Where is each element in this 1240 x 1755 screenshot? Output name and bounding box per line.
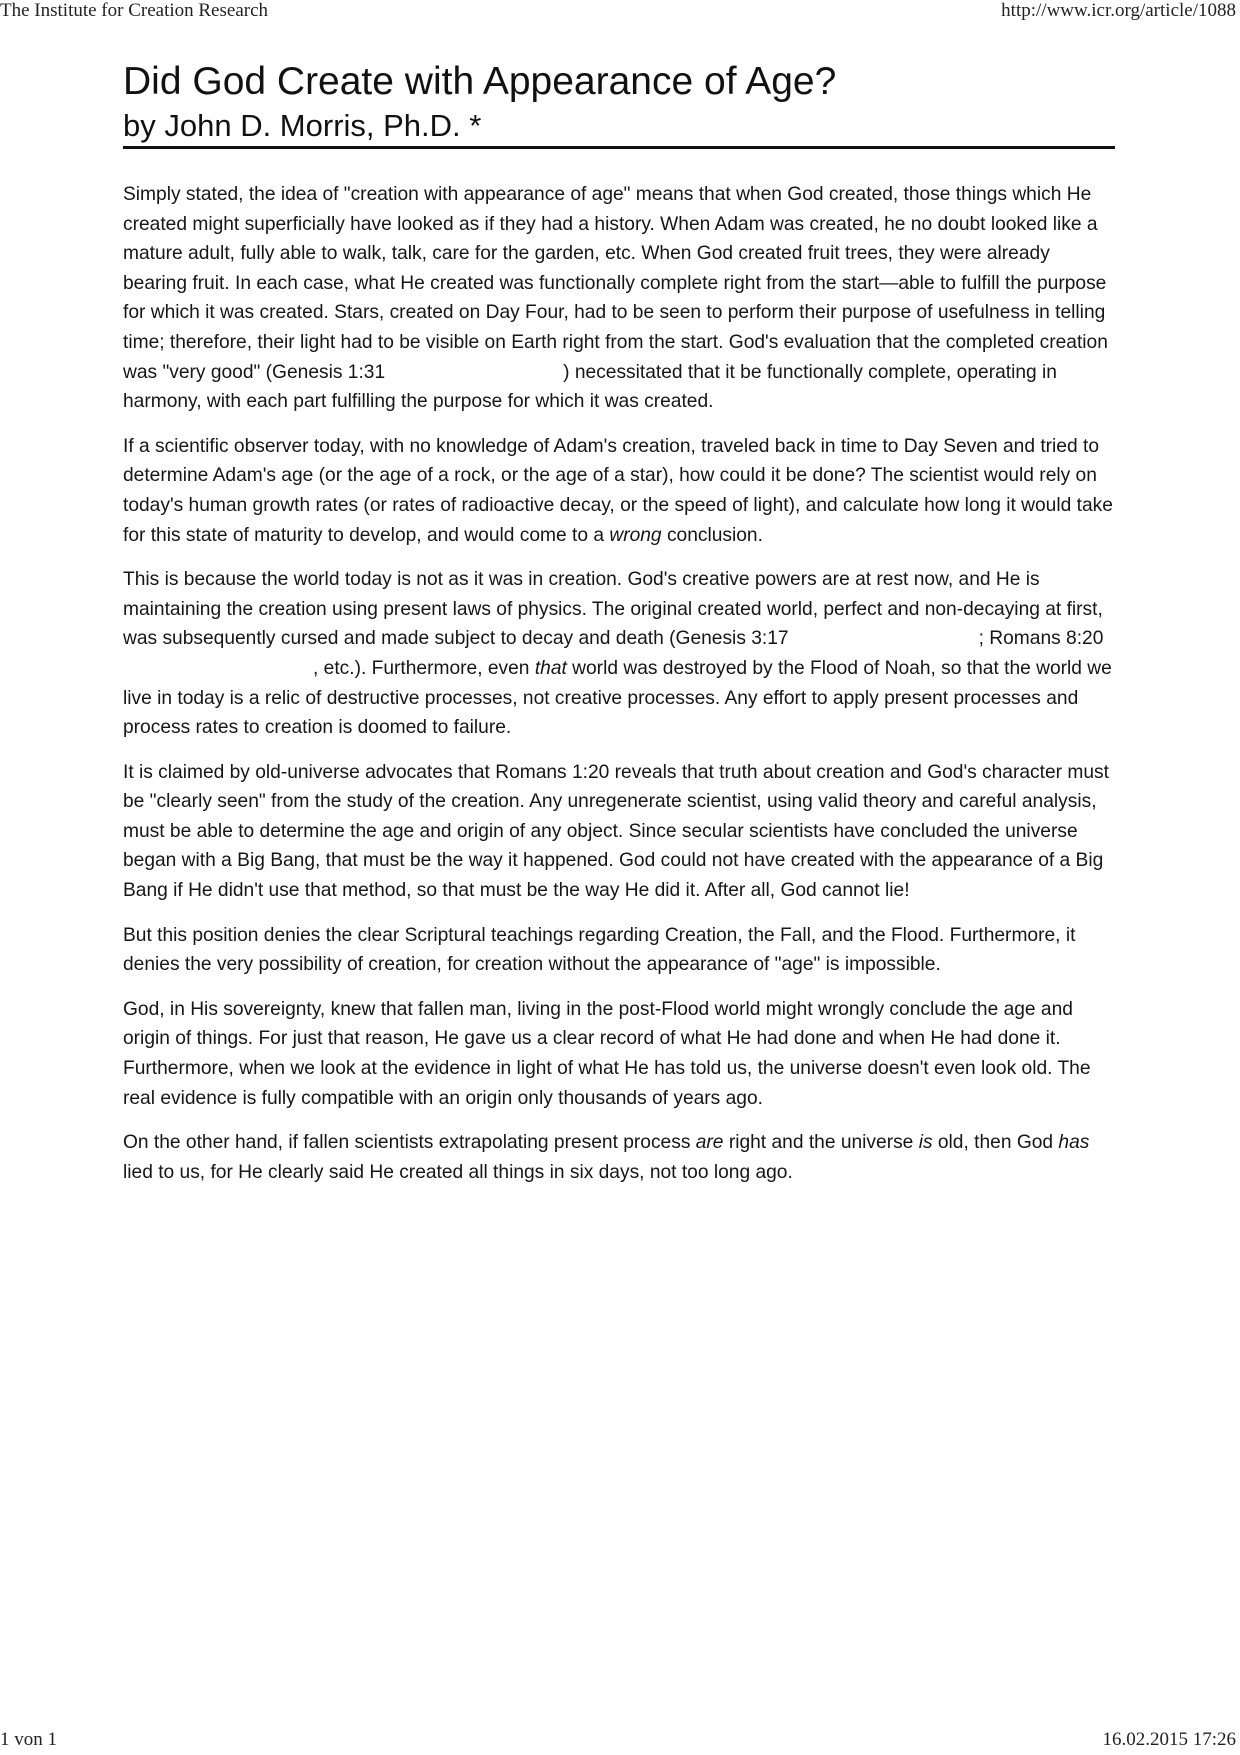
p7-text-a: On the other hand, if fallen scientists extrapolating present process (123, 1132, 696, 1154)
print-header (0, 0, 1240, 24)
article-title: Did God Create with Appearance of Age? (123, 60, 837, 103)
p2-text-b: conclusion. (661, 524, 763, 546)
print-footer (0, 1729, 1240, 1753)
p7-text-d: lied to us, for He clearly said He created all things in six days, not too long ago. (123, 1161, 793, 1183)
p3-text-b: ; Romans 8:20 (978, 628, 1104, 650)
p3-text-a: This is because the world today is not as it was in creation. God's creative powers are at rest now, and He is maintaining the creation using present laws of physics. The original created world, perfect and non-decaying at first, was subsequently cursed and made subject to decay and death (Genesis 3:17 (123, 569, 1103, 650)
p2-emphasis: wrong (609, 524, 662, 546)
print-header-url: http://www.icr.org/article/1088 (1001, 0, 1236, 21)
p3-emphasis: that (534, 657, 567, 679)
p7-emphasis-has: has (1058, 1132, 1090, 1154)
print-footer-page: 1 von 1 (0, 1729, 57, 1750)
paragraph-3 (123, 565, 1115, 743)
article (123, 58, 1115, 1202)
p7-emphasis-are: are (695, 1132, 724, 1154)
p3-text-d: world was destroyed by the Flood of Noah, so that the world we live in today is a relic of destructive processes, not creative processes. Any effort to apply present processes and process rates to creation is doomed to failure. (123, 657, 1112, 739)
p7-emphasis-is: is (918, 1132, 933, 1154)
paragraph-1 (123, 180, 1115, 417)
p2-text-a: If a scientific observer today, with no knowledge of Adam's creation, traveled back in time to Day Seven and tried to determine Adam's age (or the age of a rock, or the age of a star), how could it be done? The scientist would rely on today's human growth rates (or rates of radioactive decay, or the speed of light), and calculate how long it would take for this state of maturity to develop, and would come to a (123, 435, 1113, 546)
print-footer-datetime: 16.02.2015 17:26 (1102, 1729, 1236, 1750)
paragraph-2 (123, 432, 1115, 550)
paragraph-7 (123, 1128, 1115, 1187)
p7-text-b: right and the universe (723, 1132, 919, 1154)
p1-text-b: ) necessitated that it be functionally complete, operating in harmony, with each part fulfilling the purpose for which it was created. (123, 361, 1057, 413)
paragraph-6: God, in His sovereignty, knew that fallen man, living in the post-Flood world might wrongly conclude the age and origin of things. For just that reason, He gave us a clear record of what He had done and when He had done it. Furthermore, when we look at the evidence in light of what He has told us, the universe doesn't even look old. The real evidence is fully compatible with an origin only thousands of years ago. (123, 998, 1091, 1109)
print-header-site: The Institute for Creation Research (0, 0, 269, 21)
paragraph-5: But this position denies the clear Scriptural teachings regarding Creation, the Fall, and the Flood. Furthermore, it denies the very possibility of creation, for creation without the appearance of "age" is impossible. (123, 924, 1076, 976)
article-byline: by John D. Morris, Ph.D. * (123, 106, 1115, 149)
p7-text-c: old, then God (932, 1132, 1059, 1154)
p1-text-a: Simply stated, the idea of "creation with appearance of age" means that when God created, those things which He created might superficially have looked as if they had a history. When Adam was created, he no doubt looked like a mature adult, fully able to walk, talk, care for the garden, etc. When God created fruit trees, they were already bearing fruit. In each case, what He created was functionally complete right from the start—able to fulfill the purpose for which it was created. Stars, created on Day Four, had to be seen to perform their purpose of usefulness in telling time; therefore, their light had to be visible on Earth right from the start. God's evaluation that the completed creation was "very good" (Genesis 1:31 (123, 184, 1108, 383)
p3-text-c: , etc.). Furthermore, even (313, 657, 535, 679)
paragraph-4: It is claimed by old-universe advocates that Romans 1:20 reveals that truth about creation and God's character must be "clearly seen" from the study of the creation. Any unregenerate scientist, using valid theory and careful analysis, must be able to determine the age and origin of any object. Since secular scientists have concluded the universe began with a Big Bang, that must be the way it happened. God could not have created with the appearance of a Big Bang if He didn't use that method, so that must be the way He did it. After all, God cannot lie! (123, 761, 1109, 902)
article-body (123, 180, 1115, 1187)
